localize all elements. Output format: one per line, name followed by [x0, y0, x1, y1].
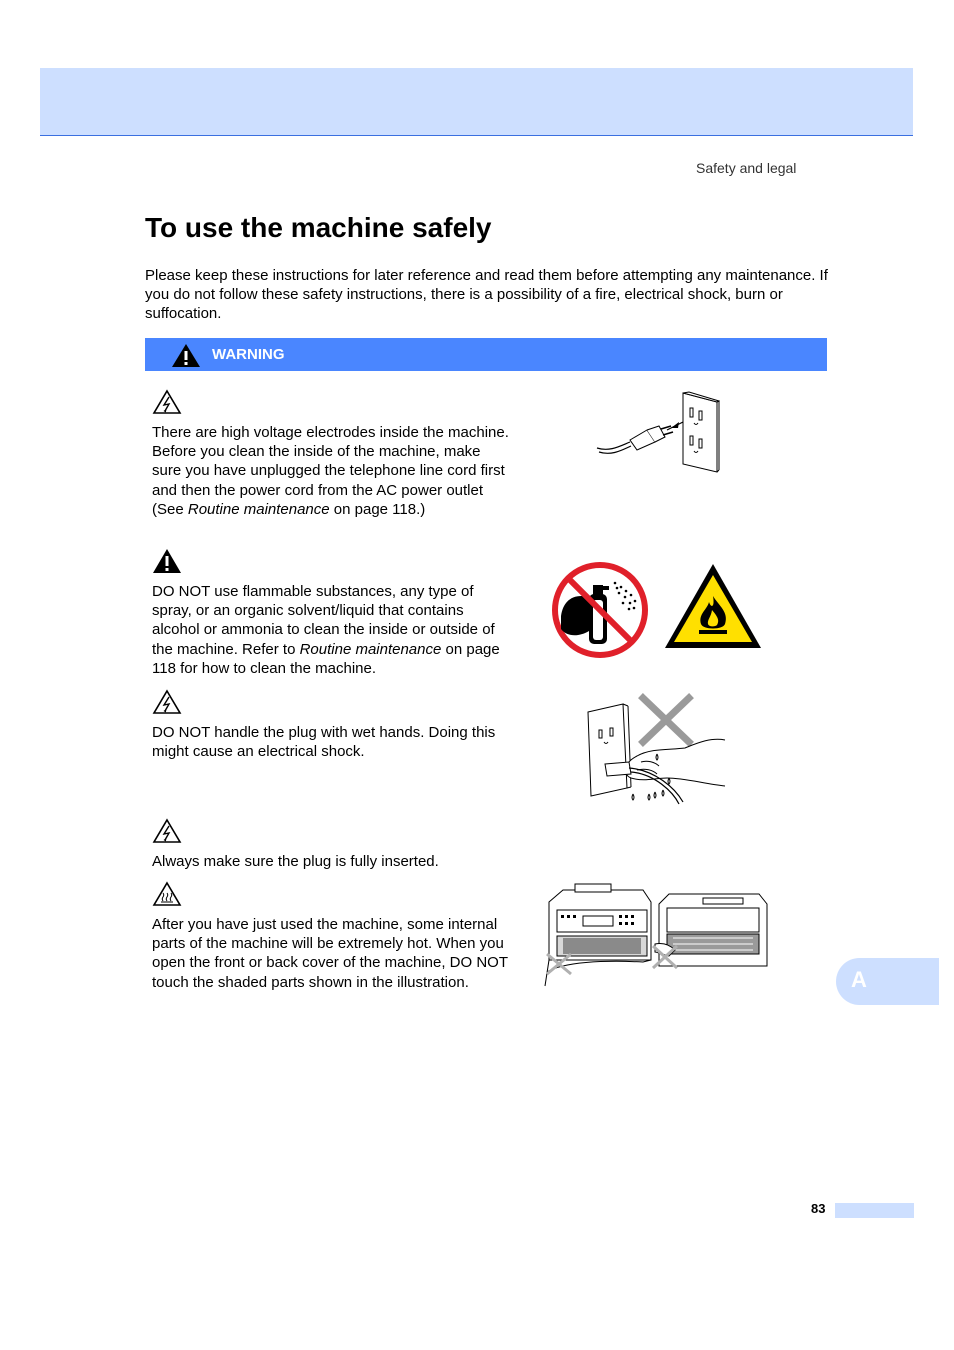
- electrical-hazard-icon: [152, 689, 182, 715]
- machine-hot-parts-illustration: [543, 882, 771, 992]
- warning-banner: [145, 338, 827, 371]
- intro-paragraph: Please keep these instructions for later reference and read them before attempting any maintenance. If you do not follow these safety instructions, there is a possibility of a fire, electrical shock, burn or suffocation.: [145, 267, 828, 322]
- appendix-tab: [836, 958, 939, 1005]
- hot-surface-icon: [152, 881, 182, 907]
- page-title: To use the machine safely: [145, 212, 492, 243]
- item-4-text: Always make sure the plug is fully inserted.: [152, 853, 439, 870]
- item-5-text: After you have just used the machine, some internal parts of the machine will be extremely hot. When you open the front or back cover of the machine, DO NOT touch the shaded parts shown in the illustration.: [152, 916, 508, 991]
- header-band: [40, 68, 913, 136]
- flammable-warning-icon: [663, 562, 763, 650]
- general-warning-icon: [152, 548, 182, 575]
- warning-triangle-icon: [171, 343, 201, 368]
- electrical-hazard-icon: [152, 818, 182, 844]
- no-spray-prohibition-icon: [551, 561, 649, 659]
- item-3-text: DO NOT handle the plug with wet hands. Doing this might cause an electrical shock.: [152, 724, 496, 761]
- wet-hands-plug-illustration: [585, 692, 730, 810]
- warning-label: WARNING: [212, 346, 285, 363]
- electrical-hazard-icon: [152, 389, 182, 415]
- page-number-bar: [835, 1203, 914, 1218]
- page-number: 83: [811, 1201, 826, 1216]
- item-1-text: There are high voltage electrodes inside the machine. Before you clean the inside of the machine, make sure you have unplugged the telephone line cord first and then the power cord from the AC power outlet (See Routine maintenance on page 118.): [152, 424, 509, 518]
- item-2-text: DO NOT use flammable substances, any type of spray, or an organic solvent/liquid that contains alcohol or ammonia to clean the inside or outside of the machine. Refer to Routine maintenance on page 118 for how to clean the machine.: [152, 583, 500, 677]
- section-header: Safety and legal: [696, 160, 797, 176]
- unplug-power-cord-illustration: [595, 390, 720, 475]
- appendix-tab-label: A: [851, 967, 867, 992]
